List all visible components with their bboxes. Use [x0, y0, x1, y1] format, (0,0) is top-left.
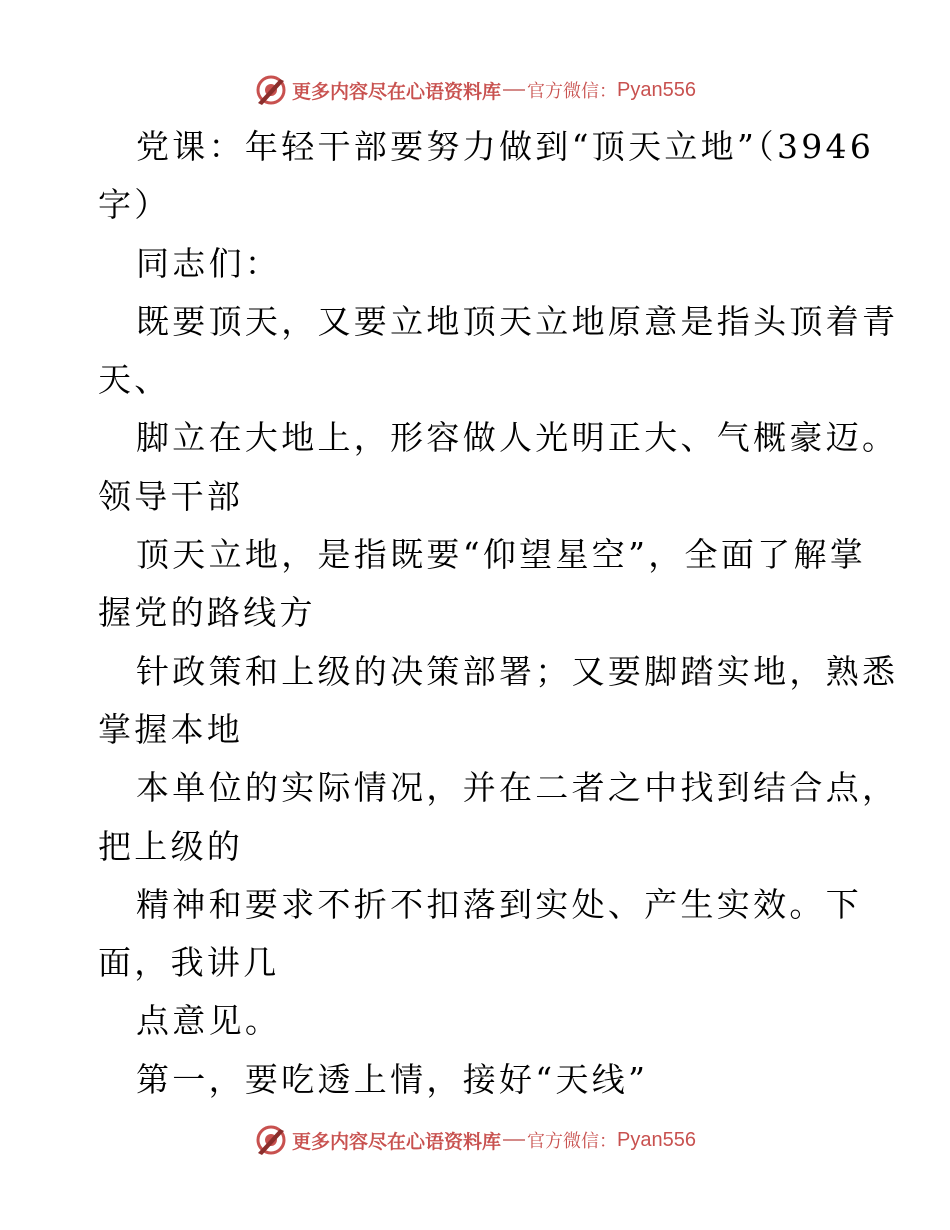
watermark-banner-bottom: [0, 1120, 950, 1160]
text-line: 字）: [98, 185, 171, 225]
text-line: 针政策和上级的决策部署；又要脚踏实地，熟悉: [136, 651, 899, 691]
text-line: 第一，要吃透上情，接好“天线”: [136, 1059, 649, 1099]
watermark-brand: 更多内容尽在心语资料库: [292, 1130, 502, 1153]
text-line: 党课：年轻干部要努力做到“顶天立地”（3946: [136, 127, 875, 166]
watermark-official-label: 官方微信：: [527, 81, 618, 102]
text-line: 顶天立地，是指既要“仰望星空”，全面了解掌: [136, 535, 867, 575]
pen-logo-icon: [254, 73, 288, 107]
text-line: 面，我讲几: [98, 943, 280, 983]
text-line: 本单位的实际情况，并在二者之中找到结合点，: [136, 768, 899, 808]
pen-logo-icon: [254, 1123, 288, 1157]
watermark-official-label: 官方微信：: [527, 1131, 618, 1152]
text-line: 领导干部: [98, 476, 244, 516]
text-line: 天、: [98, 360, 171, 400]
text-line: 握党的路线方: [98, 593, 316, 633]
text-line: 把上级的: [98, 826, 244, 866]
text-line: 精神和要求不折不扣落到实处、产生实效。下: [136, 884, 862, 924]
watermark-banner-top: [0, 70, 950, 110]
text-line: 脚立在大地上，形容做人光明正大、气概豪迈。: [136, 418, 899, 458]
watermark-wechat-id: Pyan556: [617, 78, 696, 101]
watermark-wechat-id: Pyan556: [617, 1128, 696, 1151]
text-line: 既要顶天，又要立地顶天立地原意是指头顶着青: [136, 301, 899, 341]
text-line: 同志们：: [136, 243, 282, 283]
watermark-dash: [503, 1139, 525, 1141]
document-body: [98, 118, 899, 1109]
text-line: 掌握本地: [98, 709, 244, 749]
watermark-brand: 更多内容尽在心语资料库: [292, 80, 502, 103]
watermark-dash: [503, 89, 525, 91]
text-line: 点意见。: [136, 1001, 282, 1041]
